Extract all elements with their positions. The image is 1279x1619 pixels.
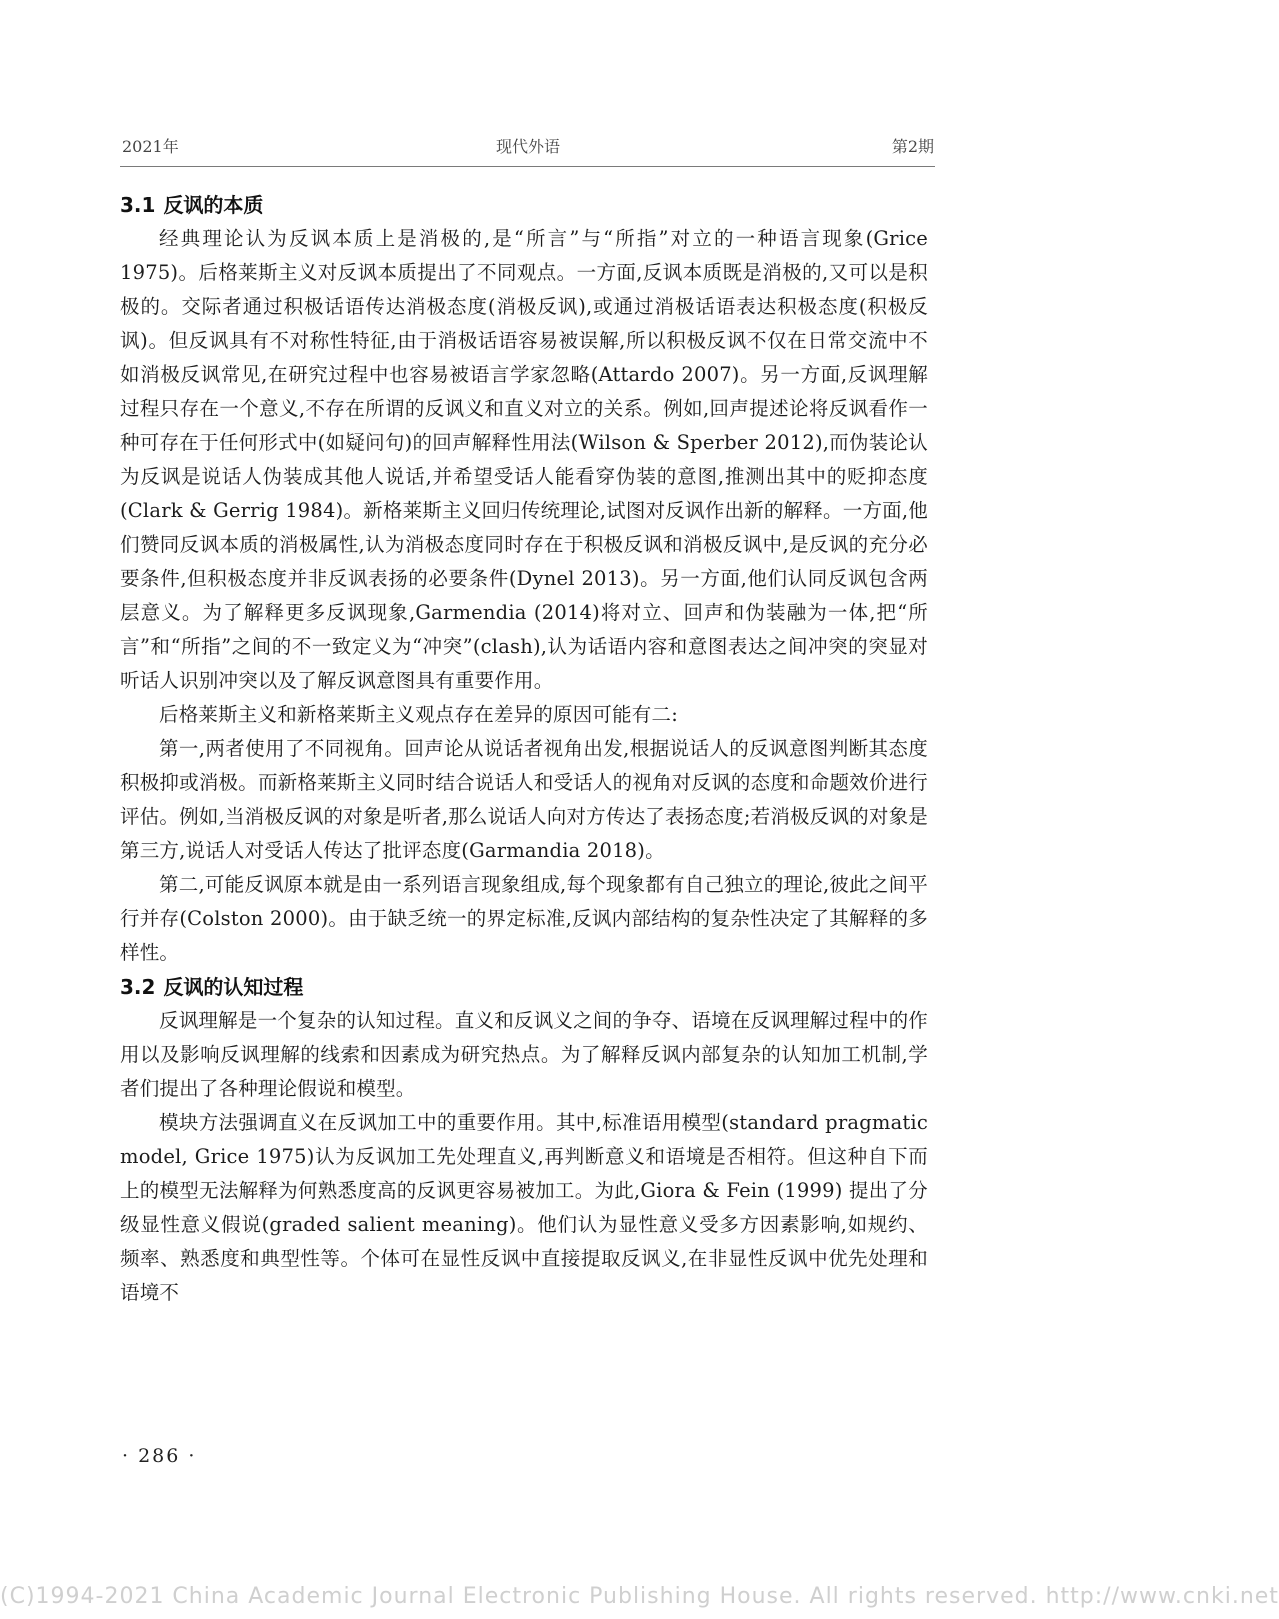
section-heading-3-2 — [120, 970, 928, 1004]
paragraph: 后格莱斯主义和新格莱斯主义观点存在差异的原因可能有二: — [159, 703, 678, 726]
section-number: 3.2 — [120, 975, 156, 999]
page-number: · 286 · — [122, 1445, 197, 1467]
section-title: 反讽的本质 — [163, 193, 264, 217]
paragraph: 反讽理解是一个复杂的认知过程。直义和反讽义之间的争夺、语境在反讽理解过程中的作用以及影响反讽理解的线索和因素成为研究热点。为了解释反讽内部复杂的认知加工机制,学者们提出了各种理论假说和模型。 — [120, 1009, 928, 1100]
section-number: 3.1 — [120, 193, 156, 217]
paragraph: 第一,两者使用了不同视角。回声论从说话者视角出发,根据说话人的反讽意图判断其态度积极抑或消极。而新格莱斯主义同时结合说话人和受话人的视角对反讽的态度和命题效价进行评估。例如,当消极反讽的对象是听者,那么说话人向对方传达了表扬态度;若消极反讽的对象是第三方,说话人对受话人传达了批评态度(Garmandia 2018)。 — [120, 737, 928, 862]
article-body — [120, 188, 928, 1310]
running-head — [122, 134, 934, 158]
header-rule — [120, 166, 935, 167]
section-heading-3-1 — [120, 188, 928, 222]
copyright-watermark: (C)1994-2021 China Academic Journal Electronic Publishing House. All rights reserved. http://www.cnki.net — [0, 1584, 1279, 1609]
paragraph: 经典理论认为反讽本质上是消极的,是“所言”与“所指”对立的一种语言现象(Grice 1975)。后格莱斯主义对反讽本质提出了不同观点。一方面,反讽本质既是消极的,又可以是积极的。交际者通过积极话语传达消极态度(消极反讽),或通过消极话语表达积极态度(积极反讽)。但反讽具有不对称性特征,由于消极话语容易被误解,所以积极反讽不仅在日常交流中不如消极反讽常见,在研究过程中也容易被语言学家忽略(Attardo 2007)。另一方面,反讽理解过程只存在一个意义,不存在所谓的反讽义和直义对立的关系。例如,回声提述论将反讽看作一种可存在于任何形式中(如疑问句)的回声解释性用法(Wilson & Sperber 2012),而伪装论认为反讽是说话人伪装成其他人说话,并希望受话人能看穿伪装的意图,推测出其中的贬抑态度(Clark & Gerrig 1984)。新格莱斯主义回归传统理论,试图对反讽作出新的解释。一方面,他们赞同反讽本质的消极属性,认为消极态度同时存在于积极反讽和消极反讽中,是反讽的充分必要条件,但积极态度并非反讽表扬的必要条件(Dynel 2013)。另一方面,他们认同反讽包含两层意义。为了解释更多反讽现象,Garmendia (2014)将对立、回声和伪装融为一体,把“所言”和“所指”之间的不一致定义为“冲突”(clash),认为话语内容和意图表达之间冲突的突显对听话人识别冲突以及了解反讽意图具有重要作用。 — [120, 227, 928, 692]
section-title: 反讽的认知过程 — [163, 975, 304, 999]
running-head-issue: 第2期 — [891, 137, 934, 156]
paragraph: 模块方法强调直义在反讽加工中的重要作用。其中,标准语用模型(standard pragmatic model, Grice 1975)认为反讽加工先处理直义,再判断意义和语境是否相符。但这种自下而上的模型无法解释为何熟悉度高的反讽更容易被加工。为此,Giora & Fein (1999) 提出了分级显性意义假说(graded salient meaning)。他们认为显性意义受多方因素影响,如规约、频率、熟悉度和典型性等。个体可在显性反讽中直接提取反讽义,在非显性反讽中优先处理和语境不 — [120, 1111, 928, 1304]
running-head-year: 2021年 — [122, 137, 179, 156]
running-head-journal: 现代外语 — [495, 137, 560, 156]
paragraph: 第二,可能反讽原本就是由一系列语言现象组成,每个现象都有自己独立的理论,彼此之间平行并存(Colston 2000)。由于缺乏统一的界定标准,反讽内部结构的复杂性决定了其解释的多样性。 — [120, 873, 928, 964]
